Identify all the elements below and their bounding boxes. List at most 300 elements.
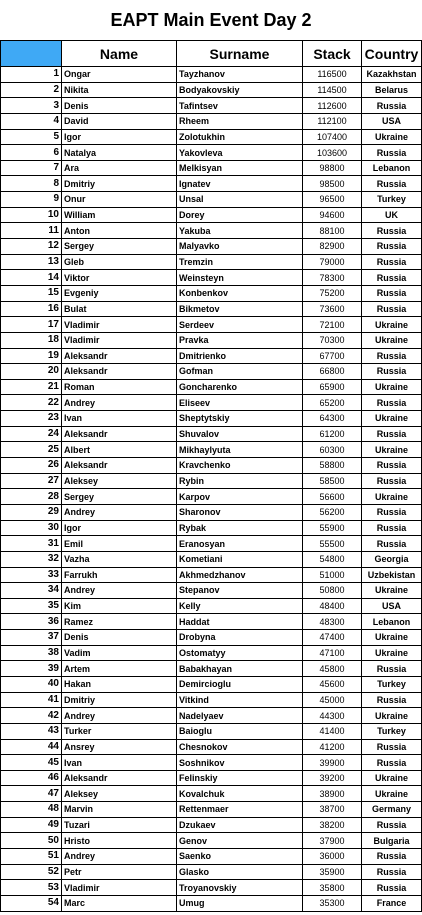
country-cell[interactable]: Ukraine	[362, 786, 422, 802]
country-cell[interactable]: Germany	[362, 802, 422, 818]
name-cell[interactable]: Andrey	[62, 583, 177, 599]
surname-cell[interactable]: Dorey	[177, 207, 303, 223]
stack-cell[interactable]: 96500	[303, 192, 362, 208]
name-cell[interactable]: Hristo	[62, 833, 177, 849]
rank-cell[interactable]: 48	[1, 802, 62, 818]
stack-cell[interactable]: 88100	[303, 223, 362, 239]
name-cell[interactable]: Roman	[62, 379, 177, 395]
surname-cell[interactable]: Sheptytskiy	[177, 411, 303, 427]
country-cell[interactable]: Ukraine	[362, 583, 422, 599]
surname-cell[interactable]: Troyanovskiy	[177, 880, 303, 896]
stack-cell[interactable]: 75200	[303, 285, 362, 301]
name-cell[interactable]: Denis	[62, 630, 177, 646]
rank-cell[interactable]: 13	[1, 254, 62, 270]
table-row	[1, 285, 422, 301]
stack-cell[interactable]: 98500	[303, 176, 362, 192]
name-cell[interactable]: Vladimir	[62, 880, 177, 896]
stack-cell[interactable]: 98800	[303, 160, 362, 176]
surname-cell[interactable]: Sharonov	[177, 504, 303, 520]
stack-cell[interactable]: 48400	[303, 598, 362, 614]
rank-cell[interactable]: 28	[1, 489, 62, 505]
country-cell[interactable]: Russia	[362, 520, 422, 536]
name-cell[interactable]: Bulat	[62, 301, 177, 317]
surname-cell[interactable]: Bodyakovskiy	[177, 82, 303, 98]
name-cell[interactable]: Evgeniy	[62, 285, 177, 301]
table-row	[1, 82, 422, 98]
country-cell[interactable]: France	[362, 895, 422, 911]
country-cell[interactable]: Russia	[362, 145, 422, 161]
country-cell[interactable]: Turkey	[362, 676, 422, 692]
stack-cell[interactable]: 66800	[303, 364, 362, 380]
surname-cell[interactable]: Weinsteyn	[177, 270, 303, 286]
surname-cell[interactable]: Yakovleva	[177, 145, 303, 161]
rank-cell[interactable]: 38	[1, 645, 62, 661]
stack-cell[interactable]: 72100	[303, 317, 362, 333]
name-cell[interactable]: Sergey	[62, 489, 177, 505]
stack-cell[interactable]: 79000	[303, 254, 362, 270]
country-cell[interactable]: Russia	[362, 661, 422, 677]
surname-cell[interactable]: Gofman	[177, 364, 303, 380]
header-surname[interactable]: Surname	[177, 41, 303, 67]
rank-cell[interactable]: 32	[1, 551, 62, 567]
stack-cell[interactable]: 112600	[303, 98, 362, 114]
table-row	[1, 317, 422, 333]
surname-cell[interactable]: Tafintsev	[177, 98, 303, 114]
stack-cell[interactable]: 56600	[303, 489, 362, 505]
name-cell[interactable]: Tuzari	[62, 817, 177, 833]
country-cell[interactable]: Russia	[362, 458, 422, 474]
surname-cell[interactable]: Stepanov	[177, 583, 303, 599]
rank-cell[interactable]: 43	[1, 723, 62, 739]
country-cell[interactable]: Russia	[362, 755, 422, 771]
surname-cell[interactable]: Mikhaylyuta	[177, 442, 303, 458]
stack-cell[interactable]: 38900	[303, 786, 362, 802]
name-cell[interactable]: Ara	[62, 160, 177, 176]
name-cell[interactable]: Emil	[62, 536, 177, 552]
surname-cell[interactable]: Pravka	[177, 332, 303, 348]
rank-cell[interactable]: 40	[1, 676, 62, 692]
name-cell[interactable]: Petr	[62, 864, 177, 880]
rank-cell[interactable]: 54	[1, 895, 62, 911]
country-cell[interactable]: Russia	[362, 880, 422, 896]
surname-cell[interactable]: Konbenkov	[177, 285, 303, 301]
rank-cell[interactable]: 6	[1, 145, 62, 161]
rank-cell[interactable]: 14	[1, 270, 62, 286]
surname-cell[interactable]: Unsal	[177, 192, 303, 208]
stack-cell[interactable]: 45000	[303, 692, 362, 708]
rank-cell[interactable]: 15	[1, 285, 62, 301]
rank-cell[interactable]: 22	[1, 395, 62, 411]
name-cell[interactable]: David	[62, 113, 177, 129]
name-cell[interactable]: Marc	[62, 895, 177, 911]
surname-cell[interactable]: Melkisyan	[177, 160, 303, 176]
name-cell[interactable]: Sergey	[62, 239, 177, 255]
stack-cell[interactable]: 41200	[303, 739, 362, 755]
rank-cell[interactable]: 46	[1, 770, 62, 786]
table-row	[1, 176, 422, 192]
rank-cell[interactable]: 1	[1, 67, 62, 83]
surname-cell[interactable]: Kometiani	[177, 551, 303, 567]
country-cell[interactable]: Belarus	[362, 82, 422, 98]
rank-cell[interactable]: 19	[1, 348, 62, 364]
surname-cell[interactable]: Serdeev	[177, 317, 303, 333]
country-cell[interactable]: Bulgaria	[362, 833, 422, 849]
country-cell[interactable]: Lebanon	[362, 614, 422, 630]
rank-cell[interactable]: 18	[1, 332, 62, 348]
surname-cell[interactable]: Demircioglu	[177, 676, 303, 692]
surname-cell[interactable]: Karpov	[177, 489, 303, 505]
table-row	[1, 207, 422, 223]
country-cell[interactable]: UK	[362, 207, 422, 223]
stack-cell[interactable]: 114500	[303, 82, 362, 98]
rank-cell[interactable]: 24	[1, 426, 62, 442]
name-cell[interactable]: Artem	[62, 661, 177, 677]
surname-cell[interactable]: Umug	[177, 895, 303, 911]
surname-cell[interactable]: Yakuba	[177, 223, 303, 239]
country-cell[interactable]: Russia	[362, 864, 422, 880]
table-row	[1, 755, 422, 771]
stack-cell[interactable]: 58800	[303, 458, 362, 474]
country-cell[interactable]: USA	[362, 113, 422, 129]
name-cell[interactable]: Kim	[62, 598, 177, 614]
rank-cell[interactable]: 3	[1, 98, 62, 114]
surname-cell[interactable]: Dzukaev	[177, 817, 303, 833]
stack-cell[interactable]: 36000	[303, 849, 362, 865]
country-cell[interactable]: Russia	[362, 270, 422, 286]
surname-cell[interactable]: Glasko	[177, 864, 303, 880]
surname-cell[interactable]: Goncharenko	[177, 379, 303, 395]
name-cell[interactable]: Vadim	[62, 645, 177, 661]
name-cell[interactable]: Vladimir	[62, 332, 177, 348]
rank-cell[interactable]: 10	[1, 207, 62, 223]
surname-cell[interactable]: Chesnokov	[177, 739, 303, 755]
stack-cell[interactable]: 70300	[303, 332, 362, 348]
table-row	[1, 426, 422, 442]
table-row	[1, 880, 422, 896]
country-cell[interactable]: Kazakhstan	[362, 67, 422, 83]
surname-cell[interactable]: Nadelyaev	[177, 708, 303, 724]
rank-cell[interactable]: 23	[1, 411, 62, 427]
stack-cell[interactable]: 55500	[303, 536, 362, 552]
stack-cell[interactable]: 107400	[303, 129, 362, 145]
surname-cell[interactable]: Drobyna	[177, 630, 303, 646]
country-cell[interactable]: Russia	[362, 504, 422, 520]
stack-cell[interactable]: 35900	[303, 864, 362, 880]
name-cell[interactable]: Igor	[62, 520, 177, 536]
stack-cell[interactable]: 48300	[303, 614, 362, 630]
rank-cell[interactable]: 53	[1, 880, 62, 896]
name-cell[interactable]: Ivan	[62, 411, 177, 427]
country-cell[interactable]: Russia	[362, 817, 422, 833]
surname-cell[interactable]: Ostomatyy	[177, 645, 303, 661]
rank-cell[interactable]: 4	[1, 113, 62, 129]
name-cell[interactable]: Andrey	[62, 504, 177, 520]
rank-cell[interactable]: 47	[1, 786, 62, 802]
rank-cell[interactable]: 16	[1, 301, 62, 317]
stack-cell[interactable]: 45600	[303, 676, 362, 692]
stack-cell[interactable]: 82900	[303, 239, 362, 255]
name-cell[interactable]: Denis	[62, 98, 177, 114]
country-cell[interactable]: Russia	[362, 223, 422, 239]
rank-cell[interactable]: 37	[1, 630, 62, 646]
surname-cell[interactable]: Ignatev	[177, 176, 303, 192]
stack-cell[interactable]: 38200	[303, 817, 362, 833]
rank-cell[interactable]: 51	[1, 849, 62, 865]
country-cell[interactable]: Ukraine	[362, 770, 422, 786]
surname-cell[interactable]: Dmitrienko	[177, 348, 303, 364]
stack-cell[interactable]: 65900	[303, 379, 362, 395]
surname-cell[interactable]: Zolotukhin	[177, 129, 303, 145]
table-row	[1, 895, 422, 911]
rank-cell[interactable]: 17	[1, 317, 62, 333]
country-cell[interactable]: Ukraine	[362, 489, 422, 505]
surname-cell[interactable]: Eranosyan	[177, 536, 303, 552]
country-cell[interactable]: Ukraine	[362, 332, 422, 348]
country-cell[interactable]: Ukraine	[362, 317, 422, 333]
rank-cell[interactable]: 8	[1, 176, 62, 192]
surname-cell[interactable]: Genov	[177, 833, 303, 849]
table-row	[1, 786, 422, 802]
table-row	[1, 332, 422, 348]
table-row	[1, 301, 422, 317]
name-cell[interactable]: Igor	[62, 129, 177, 145]
stack-cell[interactable]: 35800	[303, 880, 362, 896]
name-cell[interactable]: William	[62, 207, 177, 223]
country-cell[interactable]: Ukraine	[362, 379, 422, 395]
rank-cell[interactable]: 7	[1, 160, 62, 176]
rank-cell[interactable]: 26	[1, 458, 62, 474]
country-cell[interactable]: Russia	[362, 285, 422, 301]
name-cell[interactable]: Andrey	[62, 708, 177, 724]
stack-cell[interactable]: 39200	[303, 770, 362, 786]
stack-cell[interactable]: 94600	[303, 207, 362, 223]
country-cell[interactable]: Georgia	[362, 551, 422, 567]
table-row	[1, 504, 422, 520]
name-cell[interactable]: Turker	[62, 723, 177, 739]
country-cell[interactable]: Russia	[362, 849, 422, 865]
surname-cell[interactable]: Tremzin	[177, 254, 303, 270]
name-cell[interactable]: Nikita	[62, 82, 177, 98]
name-cell[interactable]: Anton	[62, 223, 177, 239]
country-cell[interactable]: Russia	[362, 348, 422, 364]
rank-cell[interactable]: 33	[1, 567, 62, 583]
stack-cell[interactable]: 60300	[303, 442, 362, 458]
country-cell[interactable]: Ukraine	[362, 411, 422, 427]
table-row	[1, 223, 422, 239]
stack-cell[interactable]: 103600	[303, 145, 362, 161]
name-cell[interactable]: Viktor	[62, 270, 177, 286]
stack-cell[interactable]: 78300	[303, 270, 362, 286]
stack-cell[interactable]: 37900	[303, 833, 362, 849]
stack-cell[interactable]: 112100	[303, 113, 362, 129]
rank-cell[interactable]: 20	[1, 364, 62, 380]
surname-cell[interactable]: Kovalchuk	[177, 786, 303, 802]
name-cell[interactable]: Aleksandr	[62, 770, 177, 786]
country-cell[interactable]: Russia	[362, 536, 422, 552]
table-row	[1, 567, 422, 583]
name-cell[interactable]: Dmitriy	[62, 692, 177, 708]
stack-cell[interactable]: 47400	[303, 630, 362, 646]
surname-cell[interactable]: Rybak	[177, 520, 303, 536]
rank-cell[interactable]: 49	[1, 817, 62, 833]
stack-cell[interactable]: 54800	[303, 551, 362, 567]
surname-cell[interactable]: Eliseev	[177, 395, 303, 411]
table-row	[1, 348, 422, 364]
name-cell[interactable]: Hakan	[62, 676, 177, 692]
rank-cell[interactable]: 42	[1, 708, 62, 724]
page-title: EAPT Main Event Day 2	[110, 9, 312, 30]
name-cell[interactable]: Vazha	[62, 551, 177, 567]
surname-cell[interactable]: Babakhayan	[177, 661, 303, 677]
table-row	[1, 160, 422, 176]
name-cell[interactable]: Aleksey	[62, 786, 177, 802]
rank-cell[interactable]: 44	[1, 739, 62, 755]
rank-cell[interactable]: 27	[1, 473, 62, 489]
name-cell[interactable]: Vladimir	[62, 317, 177, 333]
country-cell[interactable]: Uzbekistan	[362, 567, 422, 583]
rank-cell[interactable]: 36	[1, 614, 62, 630]
stack-cell[interactable]: 41400	[303, 723, 362, 739]
surname-cell[interactable]: Felinskiy	[177, 770, 303, 786]
table-row	[1, 723, 422, 739]
name-cell[interactable]: Andrey	[62, 849, 177, 865]
name-cell[interactable]: Aleksandr	[62, 458, 177, 474]
rank-cell[interactable]: 11	[1, 223, 62, 239]
name-cell[interactable]: Gleb	[62, 254, 177, 270]
rank-cell[interactable]: 12	[1, 239, 62, 255]
country-cell[interactable]: Turkey	[362, 192, 422, 208]
table-row	[1, 379, 422, 395]
table-row	[1, 145, 422, 161]
country-cell[interactable]: Russia	[362, 395, 422, 411]
surname-cell[interactable]: Shuvalov	[177, 426, 303, 442]
rank-cell[interactable]: 34	[1, 583, 62, 599]
stack-cell[interactable]: 64300	[303, 411, 362, 427]
country-cell[interactable]: Lebanon	[362, 160, 422, 176]
header-name[interactable]: Name	[62, 41, 177, 67]
rank-cell[interactable]: 39	[1, 661, 62, 677]
surname-cell[interactable]: Malyavko	[177, 239, 303, 255]
stack-cell[interactable]: 51000	[303, 567, 362, 583]
name-cell[interactable]: Ansrey	[62, 739, 177, 755]
surname-cell[interactable]: Rettenmaer	[177, 802, 303, 818]
name-cell[interactable]: Onur	[62, 192, 177, 208]
country-cell[interactable]: Ukraine	[362, 708, 422, 724]
name-cell[interactable]: Marvin	[62, 802, 177, 818]
country-cell[interactable]: Ukraine	[362, 630, 422, 646]
name-cell[interactable]: Farrukh	[62, 567, 177, 583]
name-cell[interactable]: Dmitriy	[62, 176, 177, 192]
name-cell[interactable]: Aleksey	[62, 473, 177, 489]
surname-cell[interactable]: Tayzhanov	[177, 67, 303, 83]
surname-cell[interactable]: Saenko	[177, 849, 303, 865]
stack-cell[interactable]: 35300	[303, 895, 362, 911]
name-cell[interactable]: Aleksandr	[62, 364, 177, 380]
rank-cell[interactable]: 35	[1, 598, 62, 614]
rank-cell[interactable]: 2	[1, 82, 62, 98]
stack-cell[interactable]: 58500	[303, 473, 362, 489]
name-cell[interactable]: Aleksandr	[62, 426, 177, 442]
table-row	[1, 692, 422, 708]
surname-cell[interactable]: Haddat	[177, 614, 303, 630]
stack-cell[interactable]: 45800	[303, 661, 362, 677]
surname-cell[interactable]: Rheem	[177, 113, 303, 129]
stack-cell[interactable]: 47100	[303, 645, 362, 661]
stack-cell[interactable]: 44300	[303, 708, 362, 724]
country-cell[interactable]: Ukraine	[362, 442, 422, 458]
stack-cell[interactable]: 39900	[303, 755, 362, 771]
surname-cell[interactable]: Soshnikov	[177, 755, 303, 771]
table-row	[1, 770, 422, 786]
country-cell[interactable]: Russia	[362, 739, 422, 755]
stack-cell[interactable]: 38700	[303, 802, 362, 818]
name-cell[interactable]: Albert	[62, 442, 177, 458]
surname-cell[interactable]: Vitkind	[177, 692, 303, 708]
stack-cell[interactable]: 61200	[303, 426, 362, 442]
rank-cell[interactable]: 5	[1, 129, 62, 145]
stack-cell[interactable]: 67700	[303, 348, 362, 364]
table-row	[1, 129, 422, 145]
country-cell[interactable]: Russia	[362, 473, 422, 489]
country-cell[interactable]: USA	[362, 598, 422, 614]
surname-cell[interactable]: Rybin	[177, 473, 303, 489]
country-cell[interactable]: Russia	[362, 98, 422, 114]
stack-cell[interactable]: 116500	[303, 67, 362, 83]
rank-cell[interactable]: 25	[1, 442, 62, 458]
table-row	[1, 583, 422, 599]
country-cell[interactable]: Russia	[362, 176, 422, 192]
stack-cell[interactable]: 55900	[303, 520, 362, 536]
name-cell[interactable]: Ivan	[62, 755, 177, 771]
stack-cell[interactable]: 65200	[303, 395, 362, 411]
name-cell[interactable]: Andrey	[62, 395, 177, 411]
rank-cell[interactable]: 31	[1, 536, 62, 552]
surname-cell[interactable]: Kravchenko	[177, 458, 303, 474]
rank-cell[interactable]: 30	[1, 520, 62, 536]
name-cell[interactable]: Natalya	[62, 145, 177, 161]
header-country[interactable]: Country	[362, 41, 422, 67]
rank-cell[interactable]: 21	[1, 379, 62, 395]
country-cell[interactable]: Russia	[362, 364, 422, 380]
rank-cell[interactable]: 9	[1, 192, 62, 208]
country-cell[interactable]: Russia	[362, 301, 422, 317]
rank-cell[interactable]: 29	[1, 504, 62, 520]
surname-cell[interactable]: Bikmetov	[177, 301, 303, 317]
country-cell[interactable]: Russia	[362, 239, 422, 255]
rank-cell[interactable]: 41	[1, 692, 62, 708]
rank-cell[interactable]: 52	[1, 864, 62, 880]
country-cell[interactable]: Ukraine	[362, 645, 422, 661]
rank-cell[interactable]: 50	[1, 833, 62, 849]
header-corner-cell[interactable]	[1, 41, 62, 67]
name-cell[interactable]: Aleksandr	[62, 348, 177, 364]
country-cell[interactable]: Ukraine	[362, 129, 422, 145]
country-cell[interactable]: Russia	[362, 254, 422, 270]
country-cell[interactable]: Turkey	[362, 723, 422, 739]
header-stack[interactable]: Stack	[303, 41, 362, 67]
stack-cell[interactable]: 73600	[303, 301, 362, 317]
surname-cell[interactable]: Akhmedzhanov	[177, 567, 303, 583]
country-cell[interactable]: Russia	[362, 692, 422, 708]
surname-cell[interactable]: Baioglu	[177, 723, 303, 739]
rank-cell[interactable]: 45	[1, 755, 62, 771]
name-cell[interactable]: Ramez	[62, 614, 177, 630]
name-cell[interactable]: Ongar	[62, 67, 177, 83]
stack-cell[interactable]: 56200	[303, 504, 362, 520]
surname-cell[interactable]: Kelly	[177, 598, 303, 614]
stack-cell[interactable]: 50800	[303, 583, 362, 599]
country-cell[interactable]: Russia	[362, 426, 422, 442]
